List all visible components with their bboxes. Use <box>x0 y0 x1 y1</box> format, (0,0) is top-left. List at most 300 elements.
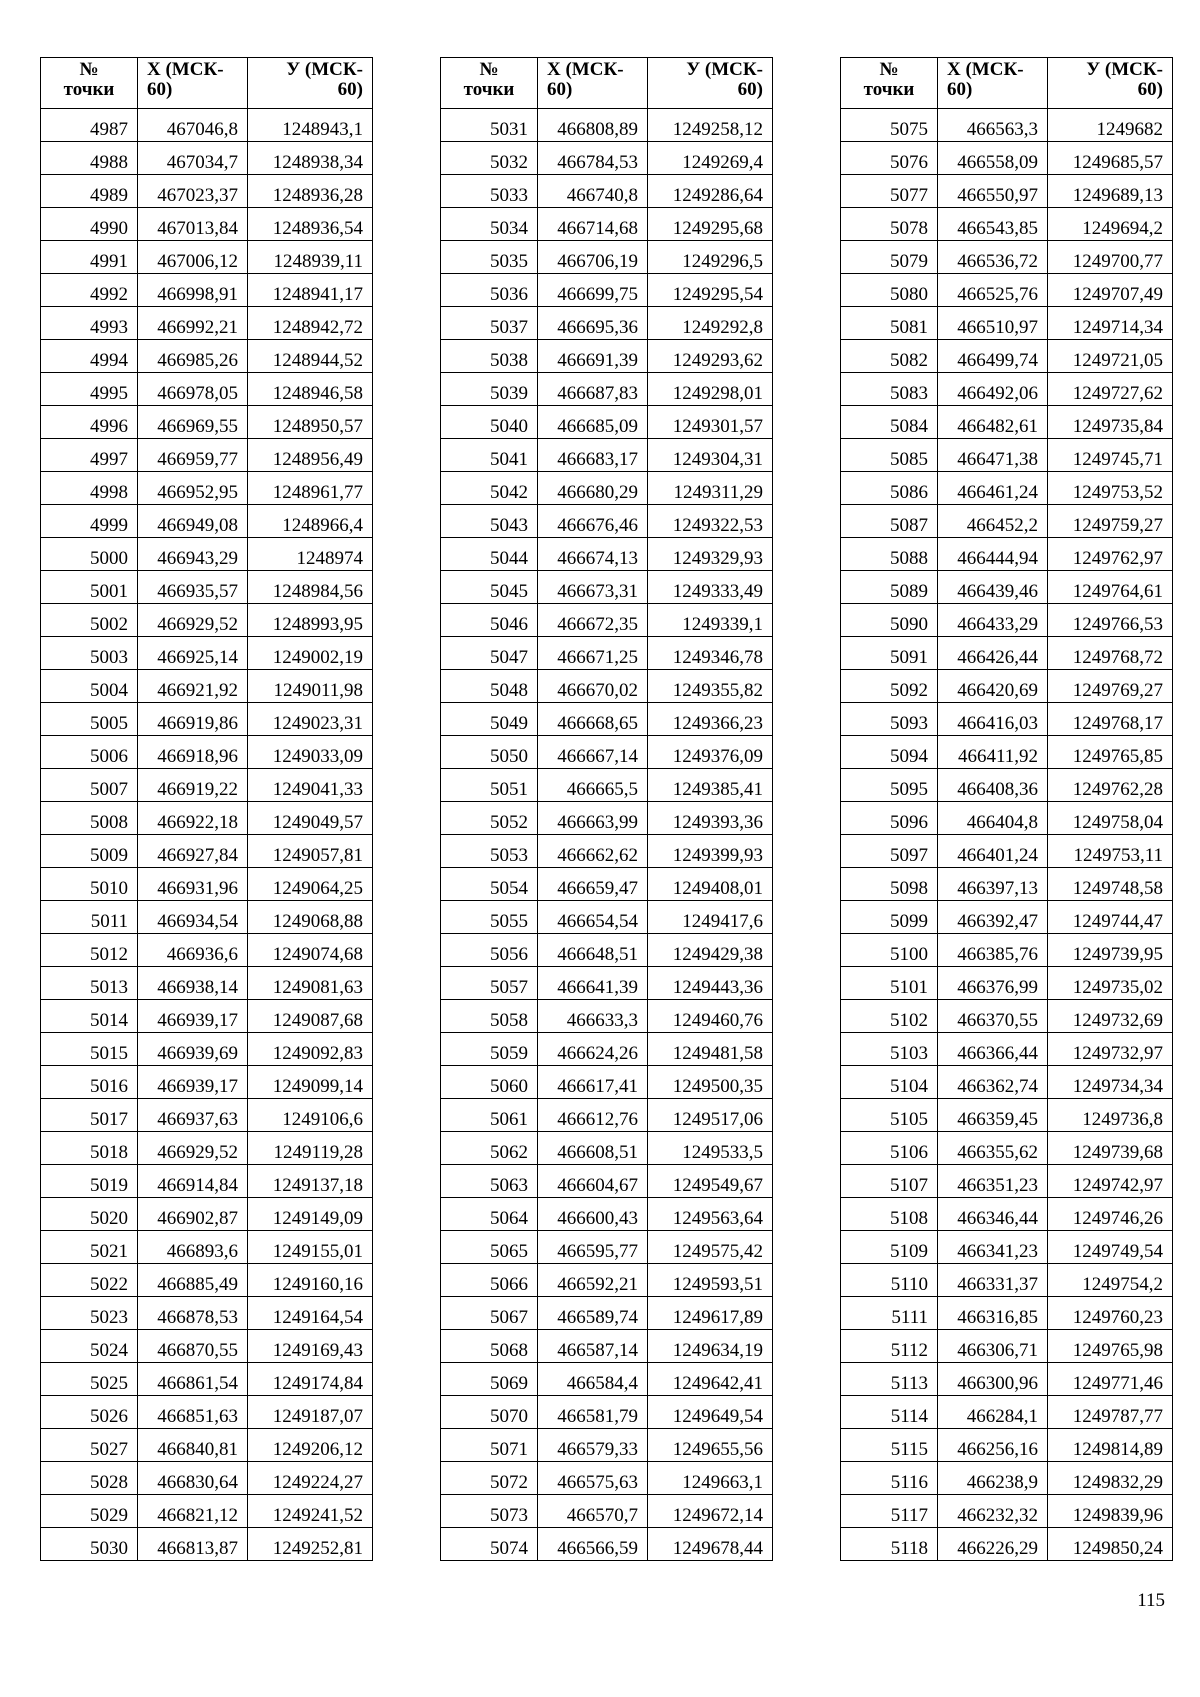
cell-point-number: 4995 <box>41 373 138 406</box>
cell-y: 1249393,36 <box>648 802 773 835</box>
cell-x: 466600,43 <box>538 1198 648 1231</box>
table-row <box>41 406 373 439</box>
cell-x: 466914,84 <box>138 1165 248 1198</box>
cell-y: 1249174,84 <box>248 1363 373 1396</box>
cell-x: 466938,14 <box>138 967 248 1000</box>
cell-point-number: 5033 <box>441 175 538 208</box>
cell-y: 1249744,47 <box>1048 901 1173 934</box>
cell-point-number: 5039 <box>441 373 538 406</box>
cell-y: 1249533,5 <box>648 1132 773 1165</box>
cell-point-number: 5022 <box>41 1264 138 1297</box>
cell-x: 466397,13 <box>938 868 1048 901</box>
cell-x: 466362,74 <box>938 1066 1048 1099</box>
table-row <box>841 373 1173 406</box>
cell-point-number: 5047 <box>441 637 538 670</box>
table-row <box>41 1462 373 1495</box>
cell-x: 466331,37 <box>938 1264 1048 1297</box>
cell-x: 466978,05 <box>138 373 248 406</box>
cell-y: 1249685,57 <box>1048 142 1173 175</box>
table-row <box>41 703 373 736</box>
cell-point-number: 5044 <box>441 538 538 571</box>
coordinates-table-1 <box>40 57 373 1561</box>
cell-point-number: 5086 <box>841 472 938 505</box>
table-row <box>441 1363 773 1396</box>
cell-point-number: 5001 <box>41 571 138 604</box>
cell-x: 466404,8 <box>938 802 1048 835</box>
table-row <box>841 241 1173 274</box>
table-row <box>441 505 773 538</box>
table-row <box>841 175 1173 208</box>
cell-point-number: 5072 <box>441 1462 538 1495</box>
column-header-y: У (МСК- 60) <box>648 58 773 109</box>
cell-y: 1249742,97 <box>1048 1165 1173 1198</box>
coordinates-table-2 <box>440 57 773 1561</box>
cell-x: 466821,12 <box>138 1495 248 1528</box>
table-row <box>441 703 773 736</box>
cell-point-number: 5049 <box>441 703 538 736</box>
cell-x: 466416,03 <box>938 703 1048 736</box>
table-row <box>41 472 373 505</box>
table-body <box>441 109 773 1561</box>
cell-y: 1249689,13 <box>1048 175 1173 208</box>
cell-y: 1249206,12 <box>248 1429 373 1462</box>
table-header-row <box>41 58 373 109</box>
table-row <box>841 142 1173 175</box>
table-row <box>841 1528 1173 1561</box>
cell-x: 466672,35 <box>538 604 648 637</box>
cell-point-number: 5043 <box>441 505 538 538</box>
cell-x: 466927,84 <box>138 835 248 868</box>
table-row <box>41 1330 373 1363</box>
cell-y: 1249376,09 <box>648 736 773 769</box>
cell-point-number: 5018 <box>41 1132 138 1165</box>
column-header-y: У (МСК- 60) <box>248 58 373 109</box>
cell-point-number: 5109 <box>841 1231 938 1264</box>
cell-point-number: 4987 <box>41 109 138 142</box>
cell-x: 466691,39 <box>538 340 648 373</box>
table-row <box>841 1033 1173 1066</box>
cell-y: 1249460,76 <box>648 1000 773 1033</box>
table-row <box>841 538 1173 571</box>
cell-y: 1248939,11 <box>248 241 373 274</box>
cell-point-number: 5014 <box>41 1000 138 1033</box>
cell-y: 1248974 <box>248 538 373 571</box>
cell-y: 1249011,98 <box>248 670 373 703</box>
cell-x: 466584,4 <box>538 1363 648 1396</box>
table-row <box>441 967 773 1000</box>
cell-x: 466851,63 <box>138 1396 248 1429</box>
table-row <box>441 1429 773 1462</box>
cell-point-number: 5009 <box>41 835 138 868</box>
cell-x: 466624,26 <box>538 1033 648 1066</box>
table-row <box>841 340 1173 373</box>
cell-x: 466925,14 <box>138 637 248 670</box>
cell-point-number: 5064 <box>441 1198 538 1231</box>
cell-x: 466284,1 <box>938 1396 1048 1429</box>
cell-point-number: 5089 <box>841 571 938 604</box>
table-row <box>841 868 1173 901</box>
cell-y: 1249734,34 <box>1048 1066 1173 1099</box>
table-row <box>41 1165 373 1198</box>
cell-x: 466683,17 <box>538 439 648 472</box>
cell-y: 1249322,53 <box>648 505 773 538</box>
table-row <box>441 1033 773 1066</box>
table-row <box>841 1165 1173 1198</box>
column-header-point-number: № точки <box>841 58 938 109</box>
cell-y: 1248938,34 <box>248 142 373 175</box>
table-row <box>41 571 373 604</box>
cell-y: 1249754,2 <box>1048 1264 1173 1297</box>
cell-x: 466426,44 <box>938 637 1048 670</box>
cell-y: 1249329,93 <box>648 538 773 571</box>
cell-y: 1249041,33 <box>248 769 373 802</box>
cell-point-number: 5085 <box>841 439 938 472</box>
cell-point-number: 5019 <box>41 1165 138 1198</box>
cell-point-number: 5055 <box>441 901 538 934</box>
cell-x: 466687,83 <box>538 373 648 406</box>
cell-y: 1249155,01 <box>248 1231 373 1264</box>
cell-y: 1249081,63 <box>248 967 373 1000</box>
cell-x: 466706,19 <box>538 241 648 274</box>
cell-x: 466633,3 <box>538 1000 648 1033</box>
cell-point-number: 5108 <box>841 1198 938 1231</box>
cell-y: 1249727,62 <box>1048 373 1173 406</box>
cell-y: 1249399,93 <box>648 835 773 868</box>
cell-x: 466550,97 <box>938 175 1048 208</box>
cell-x: 466408,36 <box>938 769 1048 802</box>
cell-point-number: 5063 <box>441 1165 538 1198</box>
table-row <box>441 241 773 274</box>
table-row <box>441 1066 773 1099</box>
table-row <box>441 1396 773 1429</box>
cell-x: 466232,32 <box>938 1495 1048 1528</box>
table-row <box>841 1396 1173 1429</box>
cell-x: 466499,74 <box>938 340 1048 373</box>
cell-point-number: 5076 <box>841 142 938 175</box>
table-row <box>441 1495 773 1528</box>
table-row <box>41 868 373 901</box>
table-row <box>41 340 373 373</box>
cell-x: 466411,92 <box>938 736 1048 769</box>
cell-x: 466830,64 <box>138 1462 248 1495</box>
cell-y: 1248944,52 <box>248 340 373 373</box>
cell-y: 1249682 <box>1048 109 1173 142</box>
cell-x: 466929,52 <box>138 1132 248 1165</box>
cell-x: 466641,39 <box>538 967 648 1000</box>
cell-point-number: 5062 <box>441 1132 538 1165</box>
cell-x: 466525,76 <box>938 274 1048 307</box>
cell-x: 466341,23 <box>938 1231 1048 1264</box>
table-row <box>841 1198 1173 1231</box>
cell-y: 1249764,61 <box>1048 571 1173 604</box>
cell-x: 466695,36 <box>538 307 648 340</box>
cell-y: 1249749,54 <box>1048 1231 1173 1264</box>
cell-y: 1249224,27 <box>248 1462 373 1495</box>
cell-y: 1249295,68 <box>648 208 773 241</box>
table-row <box>441 439 773 472</box>
cell-x: 467046,8 <box>138 109 248 142</box>
cell-point-number: 5098 <box>841 868 938 901</box>
cell-y: 1249286,64 <box>648 175 773 208</box>
cell-x: 466581,79 <box>538 1396 648 1429</box>
table-row <box>41 802 373 835</box>
cell-x: 466659,47 <box>538 868 648 901</box>
table-row <box>41 1198 373 1231</box>
cell-y: 1249839,96 <box>1048 1495 1173 1528</box>
cell-y: 1249417,6 <box>648 901 773 934</box>
cell-y: 1249762,97 <box>1048 538 1173 571</box>
cell-x: 466936,6 <box>138 934 248 967</box>
table-row <box>41 109 373 142</box>
cell-point-number: 4992 <box>41 274 138 307</box>
cell-y: 1249169,43 <box>248 1330 373 1363</box>
table-row <box>841 1000 1173 1033</box>
table-row <box>41 274 373 307</box>
table-row <box>441 142 773 175</box>
cell-x: 466401,24 <box>938 835 1048 868</box>
cell-y: 1249746,26 <box>1048 1198 1173 1231</box>
cell-x: 466256,16 <box>938 1429 1048 1462</box>
table-row <box>41 1363 373 1396</box>
cell-point-number: 5037 <box>441 307 538 340</box>
table-row <box>441 1264 773 1297</box>
table-row <box>841 703 1173 736</box>
cell-x: 466985,26 <box>138 340 248 373</box>
cell-y: 1249517,06 <box>648 1099 773 1132</box>
cell-point-number: 5048 <box>441 670 538 703</box>
table-row <box>841 109 1173 142</box>
cell-point-number: 5041 <box>441 439 538 472</box>
cell-y: 1249672,14 <box>648 1495 773 1528</box>
cell-y: 1249771,46 <box>1048 1363 1173 1396</box>
table-row <box>441 802 773 835</box>
cell-y: 1249355,82 <box>648 670 773 703</box>
cell-point-number: 5051 <box>441 769 538 802</box>
cell-y: 1249766,53 <box>1048 604 1173 637</box>
table-row <box>41 1099 373 1132</box>
cell-x: 466385,76 <box>938 934 1048 967</box>
cell-x: 467006,12 <box>138 241 248 274</box>
table-row <box>441 571 773 604</box>
table-row <box>841 901 1173 934</box>
table-row <box>441 604 773 637</box>
cell-y: 1249593,51 <box>648 1264 773 1297</box>
cell-point-number: 5084 <box>841 406 938 439</box>
cell-point-number: 5067 <box>441 1297 538 1330</box>
table-row <box>441 340 773 373</box>
cell-y: 1248961,77 <box>248 472 373 505</box>
cell-point-number: 5070 <box>441 1396 538 1429</box>
cell-point-number: 5030 <box>41 1528 138 1561</box>
cell-y: 1249663,1 <box>648 1462 773 1495</box>
cell-x: 466935,57 <box>138 571 248 604</box>
table-row <box>41 637 373 670</box>
cell-point-number: 5010 <box>41 868 138 901</box>
cell-point-number: 4998 <box>41 472 138 505</box>
cell-y: 1249850,24 <box>1048 1528 1173 1561</box>
cell-point-number: 5005 <box>41 703 138 736</box>
cell-y: 1249748,58 <box>1048 868 1173 901</box>
cell-y: 1249296,5 <box>648 241 773 274</box>
table-row <box>841 1363 1173 1396</box>
table-row <box>41 1231 373 1264</box>
cell-y: 1249707,49 <box>1048 274 1173 307</box>
table-row <box>841 439 1173 472</box>
cell-point-number: 5015 <box>41 1033 138 1066</box>
table-row <box>441 1099 773 1132</box>
cell-point-number: 4991 <box>41 241 138 274</box>
table-row <box>41 736 373 769</box>
table-row <box>441 868 773 901</box>
cell-y: 1249002,19 <box>248 637 373 670</box>
cell-x: 466784,53 <box>538 142 648 175</box>
table-row <box>441 1528 773 1561</box>
table-row <box>841 769 1173 802</box>
table-row <box>841 835 1173 868</box>
cell-y: 1249293,62 <box>648 340 773 373</box>
table-row <box>41 505 373 538</box>
cell-x: 466673,31 <box>538 571 648 604</box>
cell-x: 466939,17 <box>138 1000 248 1033</box>
cell-point-number: 5103 <box>841 1033 938 1066</box>
cell-point-number: 5026 <box>41 1396 138 1429</box>
table-row <box>841 472 1173 505</box>
cell-x: 466934,54 <box>138 901 248 934</box>
cell-point-number: 5075 <box>841 109 938 142</box>
cell-point-number: 5113 <box>841 1363 938 1396</box>
cell-y: 1249832,29 <box>1048 1462 1173 1495</box>
table-row <box>41 769 373 802</box>
table-row <box>441 1462 773 1495</box>
cell-point-number: 5050 <box>441 736 538 769</box>
table-row <box>41 307 373 340</box>
cell-y: 1249269,4 <box>648 142 773 175</box>
cell-y: 1249023,31 <box>248 703 373 736</box>
cell-y: 1249753,52 <box>1048 472 1173 505</box>
table-row <box>841 1297 1173 1330</box>
table-row <box>441 1000 773 1033</box>
cell-y: 1249649,54 <box>648 1396 773 1429</box>
cell-x: 466921,92 <box>138 670 248 703</box>
cell-x: 466667,14 <box>538 736 648 769</box>
table-row <box>441 373 773 406</box>
cell-y: 1249732,69 <box>1048 1000 1173 1033</box>
cell-y: 1248936,54 <box>248 208 373 241</box>
cell-y: 1248984,56 <box>248 571 373 604</box>
cell-x: 466670,02 <box>538 670 648 703</box>
cell-point-number: 5023 <box>41 1297 138 1330</box>
cell-point-number: 5107 <box>841 1165 938 1198</box>
cell-x: 466998,91 <box>138 274 248 307</box>
cell-point-number: 5077 <box>841 175 938 208</box>
cell-x: 466668,65 <box>538 703 648 736</box>
cell-x: 466952,95 <box>138 472 248 505</box>
cell-y: 1249739,95 <box>1048 934 1173 967</box>
cell-y: 1249333,49 <box>648 571 773 604</box>
table-row <box>41 1495 373 1528</box>
cell-x: 466346,44 <box>938 1198 1048 1231</box>
table-row <box>41 241 373 274</box>
cell-x: 466740,8 <box>538 175 648 208</box>
cell-x: 466355,62 <box>938 1132 1048 1165</box>
cell-point-number: 5117 <box>841 1495 938 1528</box>
cell-x: 466452,2 <box>938 505 1048 538</box>
cell-x: 466575,63 <box>538 1462 648 1495</box>
coordinates-table-3 <box>840 57 1173 1561</box>
cell-point-number: 5059 <box>441 1033 538 1066</box>
table-row <box>441 835 773 868</box>
column-header-point-number: № точки <box>441 58 538 109</box>
table-row <box>41 1264 373 1297</box>
column-header-point-number: № точки <box>41 58 138 109</box>
cell-x: 466648,51 <box>538 934 648 967</box>
cell-y: 1249119,28 <box>248 1132 373 1165</box>
cell-point-number: 5057 <box>441 967 538 1000</box>
cell-y: 1249549,67 <box>648 1165 773 1198</box>
cell-y: 1248942,72 <box>248 307 373 340</box>
table-row <box>441 1330 773 1363</box>
cell-point-number: 5082 <box>841 340 938 373</box>
cell-y: 1249500,35 <box>648 1066 773 1099</box>
cell-point-number: 5054 <box>441 868 538 901</box>
table-row <box>41 1297 373 1330</box>
table-row <box>441 274 773 307</box>
table-row <box>441 1198 773 1231</box>
cell-y: 1249241,52 <box>248 1495 373 1528</box>
table-row <box>841 1132 1173 1165</box>
table-row <box>41 901 373 934</box>
cell-x: 466937,63 <box>138 1099 248 1132</box>
cell-x: 466617,41 <box>538 1066 648 1099</box>
cell-x: 466563,3 <box>938 109 1048 142</box>
cell-x: 466674,13 <box>538 538 648 571</box>
cell-point-number: 5093 <box>841 703 938 736</box>
table-row <box>441 307 773 340</box>
cell-x: 466592,21 <box>538 1264 648 1297</box>
cell-y: 1249301,57 <box>648 406 773 439</box>
cell-point-number: 5031 <box>441 109 538 142</box>
table-row <box>841 604 1173 637</box>
cell-x: 466226,29 <box>938 1528 1048 1561</box>
table-row <box>441 175 773 208</box>
cell-y: 1249033,09 <box>248 736 373 769</box>
cell-y: 1249292,8 <box>648 307 773 340</box>
cell-y: 1249429,38 <box>648 934 773 967</box>
cell-point-number: 5083 <box>841 373 938 406</box>
cell-point-number: 5087 <box>841 505 938 538</box>
cell-x: 466566,59 <box>538 1528 648 1561</box>
cell-point-number: 5102 <box>841 1000 938 1033</box>
cell-x: 466671,25 <box>538 637 648 670</box>
cell-y: 1249074,68 <box>248 934 373 967</box>
cell-point-number: 5000 <box>41 538 138 571</box>
cell-point-number: 5104 <box>841 1066 938 1099</box>
table-row <box>41 1033 373 1066</box>
cell-y: 1248966,4 <box>248 505 373 538</box>
table-row <box>441 901 773 934</box>
cell-y: 1249762,28 <box>1048 769 1173 802</box>
cell-x: 466612,76 <box>538 1099 648 1132</box>
table-row <box>441 406 773 439</box>
cell-x: 466878,53 <box>138 1297 248 1330</box>
cell-x: 466492,06 <box>938 373 1048 406</box>
cell-x: 466604,67 <box>538 1165 648 1198</box>
table-row <box>41 175 373 208</box>
table-body <box>41 109 373 1561</box>
cell-x: 466444,94 <box>938 538 1048 571</box>
cell-y: 1249443,36 <box>648 967 773 1000</box>
table-row <box>441 769 773 802</box>
